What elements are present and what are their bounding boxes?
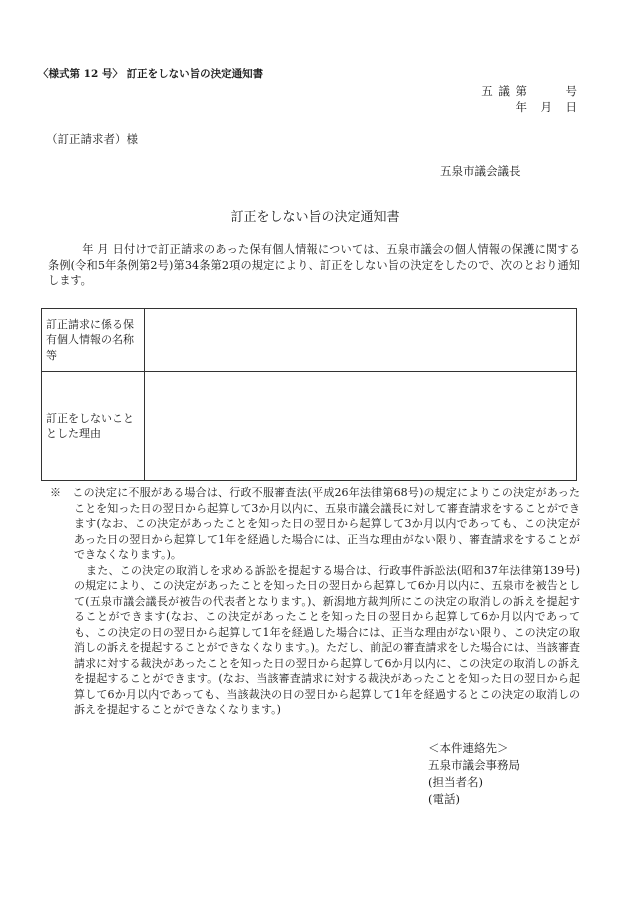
body-paragraph: [48, 242, 580, 289]
row1-label: 訂正請求に係る保有個人情報の名称等: [42, 309, 145, 372]
contact-block: [428, 740, 520, 808]
row2-value: [145, 372, 577, 481]
note-lawsuit: また、この決定の取消しを求める訴訟を提起する場合は、行政事件訴訟法(昭和37年法律第139号)の規定により、この決定があったことを知った日の翌日から起算して6か月以内に、五泉市を被告として(五泉市議会議長が被告の代表者となります。)、新潟地方裁判所にこの決定の取消しの訴えを提起することができます(なお、この決定があったことを知った日の翌日から起算して6か月以内であっても、この決定の日の翌日から起算して1年を経過した場合には、正当な理由がない限り、この決定の取消しの訴えを提起することができなくなります。)。ただし、前記の審査請求をした場合には、当該審査請求に対する裁決があったことを知った日の翌日から起算して6か月以内に、この決定の取消しの訴えを提起することができます。(なお、当該審査請求に対する裁決があったことを知った日の翌日から起算して6か月以内であっても、当該裁決の日の翌日から起算して1年を経過するとこの決定の取消しの訴えを提起することができなくなります。): [74, 563, 580, 716]
row1-value: [145, 309, 577, 372]
table-row: [42, 309, 577, 372]
form-number: 〈様式第 12 号〉 訂正をしない旨の決定通知書: [38, 68, 264, 80]
table-row: [42, 372, 577, 481]
contact-phone: (電話): [428, 792, 460, 806]
contact-office: 五泉市議会事務局: [428, 758, 520, 772]
sender: 五泉市議会議長: [440, 164, 521, 178]
contact-heading: ＜本件連絡先＞: [428, 741, 509, 755]
recipient: （訂正請求者）様: [46, 132, 138, 146]
body-text: 年 月 日付けで訂正請求のあった保有個人情報については、五泉市議会の個人情報の保護に関する条例(令和5年条例第2号)第34条第2項の規定により、訂正をしない旨の決定をしたので、次のとおり通知します。: [48, 243, 580, 287]
note-appeal: ※ この決定に不服がある場合は、行政不服審査法(平成26年法律第68号)の規定によりこの決定があったことを知った日の翌日から起算して3か月以内に、五泉市議会議長に対して審査請求をすることができます(なお、この決定があったことを知った日の翌日から起算して3か月以内であっても、この決定があった日の翌日から起算して1年を経過した場合には、正当な理由がない限り、審査請求をすることができなくなります。)。: [50, 486, 580, 561]
document-number-block: [481, 83, 578, 115]
document-date: 年 月 日: [515, 100, 578, 114]
row2-label: 訂正をしないこととした理由: [42, 372, 145, 481]
notes: [50, 485, 580, 718]
info-table: [41, 308, 577, 481]
contact-person: (担当者名): [428, 775, 483, 789]
document-number: 五 議 第 号: [481, 84, 578, 98]
document-title: 訂正をしない旨の決定通知書: [230, 210, 400, 225]
